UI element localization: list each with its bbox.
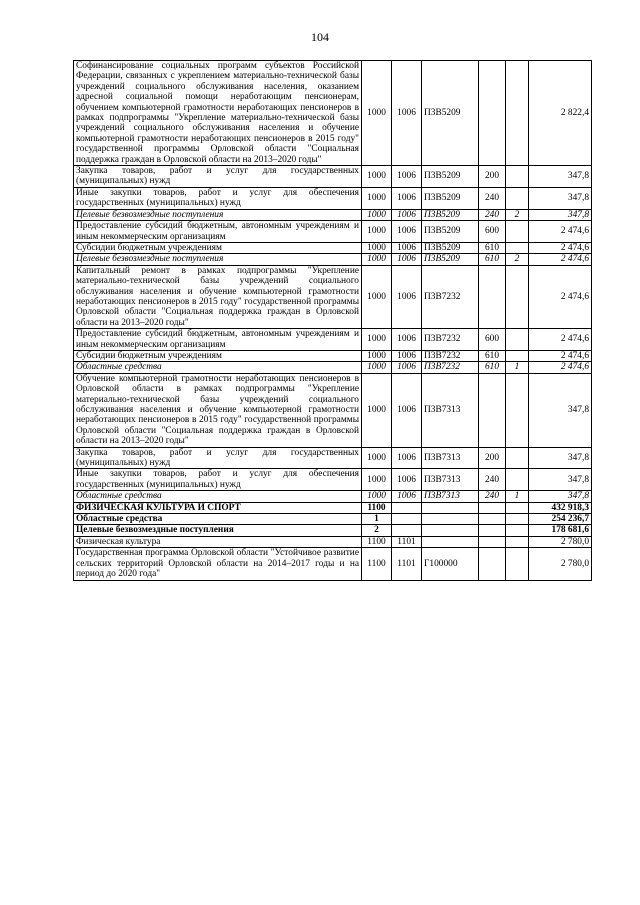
section-code-cell: 1000: [362, 373, 392, 447]
expense-type-code-cell: [479, 514, 506, 525]
item-name-cell: Областные средства: [74, 491, 362, 502]
funding-source-code-cell: [506, 514, 529, 525]
amount-cell: 2 822,4: [529, 61, 592, 166]
target-article-code-cell: П3В5209: [422, 61, 479, 166]
subsection-code-cell: 1101: [392, 536, 422, 547]
target-article-code-cell: П3В7232: [422, 350, 479, 361]
funding-source-code-cell: [506, 502, 529, 513]
amount-cell: 2 474,6: [529, 254, 592, 265]
amount-cell: 347,8: [529, 209, 592, 220]
subsection-code-cell: 1006: [392, 447, 422, 469]
expense-type-code-cell: 200: [479, 166, 506, 188]
expense-type-code-cell: 610: [479, 350, 506, 361]
target-article-code-cell: П3В7313: [422, 447, 479, 469]
section-code-cell: 1000: [362, 329, 392, 351]
section-code-cell: 1100: [362, 502, 392, 513]
section-code-cell: 1000: [362, 254, 392, 265]
item-name-cell: Целевые безвозмездные поступления: [74, 209, 362, 220]
subsection-code-cell: 1006: [392, 61, 422, 166]
amount-cell: 2 780,0: [529, 536, 592, 547]
section-code-cell: 1000: [362, 350, 392, 361]
subsection-code-cell: [392, 525, 422, 536]
item-name-cell: Целевые безвозмездные поступления: [74, 254, 362, 265]
target-article-code-cell: П3В7313: [422, 469, 479, 491]
target-article-code-cell: [422, 514, 479, 525]
expense-type-code-cell: [479, 536, 506, 547]
funding-source-code-cell: [506, 265, 529, 328]
section-code-cell: 1: [362, 514, 392, 525]
table-row: [74, 362, 592, 373]
item-name-cell: Предоставление субсидий бюджетным, автономным учреждениям и иным некоммерческим организациям: [74, 329, 362, 351]
target-article-code-cell: П3В7232: [422, 265, 479, 328]
section-code-cell: 1000: [362, 221, 392, 243]
subsection-code-cell: [392, 514, 422, 525]
budget-table: [73, 60, 592, 581]
target-article-code-cell: П3В7232: [422, 362, 479, 373]
expense-type-code-cell: [479, 525, 506, 536]
amount-cell: 347,8: [529, 491, 592, 502]
table-row: [74, 502, 592, 513]
section-code-cell: 1000: [362, 491, 392, 502]
expense-type-code-cell: 240: [479, 469, 506, 491]
table-row: [74, 350, 592, 361]
table-row: [74, 514, 592, 525]
expense-type-code-cell: 600: [479, 221, 506, 243]
target-article-code-cell: П3В7313: [422, 373, 479, 447]
item-name-cell: Софинансирование социальных программ субъектов Российской Федерации, связанных с укреплением материально-технической базы учреждений социального обслуживания населения, оказанием адресной социальной помощи неработающим пенсионерам, обучением компьютерной грамотности неработающих пенсионеров в рамках подпрограммы "Укрепление материально-технической базы учреждений социального обслуживания населения и обучение компьютерной грамотности неработающих пенсионеров в 2015 году" государственной программы Орловской области "Социальная поддержка граждан в Орловской области на 2013–2020 годы": [74, 61, 362, 166]
table-row: [74, 447, 592, 469]
expense-type-code-cell: 240: [479, 187, 506, 209]
subsection-code-cell: 1101: [392, 548, 422, 580]
funding-source-code-cell: [506, 525, 529, 536]
table-row: [74, 329, 592, 351]
item-name-cell: Субсидии бюджетным учреждениям: [74, 242, 362, 253]
table-row: [74, 548, 592, 580]
funding-source-code-cell: [506, 166, 529, 188]
section-code-cell: 1000: [362, 447, 392, 469]
funding-source-code-cell: [506, 469, 529, 491]
target-article-code-cell: П3В5209: [422, 242, 479, 253]
section-code-cell: 1000: [362, 242, 392, 253]
table-row: [74, 61, 592, 166]
funding-source-code-cell: [506, 221, 529, 243]
section-code-cell: 1000: [362, 362, 392, 373]
target-article-code-cell: [422, 502, 479, 513]
expense-type-code-cell: [479, 502, 506, 513]
funding-source-code-cell: 1: [506, 362, 529, 373]
table-row: [74, 221, 592, 243]
expense-type-code-cell: 600: [479, 329, 506, 351]
section-code-cell: 1100: [362, 536, 392, 547]
amount-cell: 2 474,6: [529, 265, 592, 328]
subsection-code-cell: 1006: [392, 329, 422, 351]
item-name-cell: Субсидии бюджетным учреждениям: [74, 350, 362, 361]
funding-source-code-cell: [506, 329, 529, 351]
subsection-code-cell: 1006: [392, 166, 422, 188]
amount-cell: 347,8: [529, 187, 592, 209]
table-row: [74, 536, 592, 547]
section-code-cell: 1000: [362, 265, 392, 328]
expense-type-code-cell: [479, 61, 506, 166]
item-name-cell: Физическая культура: [74, 536, 362, 547]
table-row: [74, 209, 592, 220]
expense-type-code-cell: [479, 373, 506, 447]
budget-table-body: [74, 61, 592, 581]
amount-cell: 254 236,7: [529, 514, 592, 525]
subsection-code-cell: 1006: [392, 265, 422, 328]
table-row: [74, 491, 592, 502]
target-article-code-cell: П3В5209: [422, 166, 479, 188]
subsection-code-cell: 1006: [392, 373, 422, 447]
amount-cell: 2 474,6: [529, 329, 592, 351]
table-row: [74, 187, 592, 209]
target-article-code-cell: П3В5209: [422, 209, 479, 220]
expense-type-code-cell: 240: [479, 209, 506, 220]
item-name-cell: Обучение компьютерной грамотности неработающих пенсионеров в Орловской области в рамках подпрограммы "Укрепление материально-технической базы учреждений социального обслуживания населения и обучение компьютерной грамотности неработающих пенсионеров в 2015 году" государственной программы Орловской области "Социальная поддержка граждан в Орловской области на 2013–2020 годы": [74, 373, 362, 447]
item-name-cell: Закупка товаров, работ и услуг для государственных (муниципальных) нужд: [74, 166, 362, 188]
amount-cell: 347,8: [529, 373, 592, 447]
section-code-cell: 1000: [362, 61, 392, 166]
table-row: [74, 265, 592, 328]
target-article-code-cell: Г100000: [422, 548, 479, 580]
section-code-cell: 1100: [362, 548, 392, 580]
subsection-code-cell: 1006: [392, 221, 422, 243]
funding-source-code-cell: [506, 61, 529, 166]
table-row: [74, 166, 592, 188]
amount-cell: 2 474,6: [529, 362, 592, 373]
target-article-code-cell: П3В7313: [422, 491, 479, 502]
subsection-code-cell: 1006: [392, 242, 422, 253]
expense-type-code-cell: 610: [479, 362, 506, 373]
funding-source-code-cell: [506, 536, 529, 547]
section-code-cell: 1000: [362, 469, 392, 491]
expense-type-code-cell: [479, 265, 506, 328]
funding-source-code-cell: [506, 242, 529, 253]
subsection-code-cell: 1006: [392, 469, 422, 491]
amount-cell: 432 918,3: [529, 502, 592, 513]
target-article-code-cell: П3В7232: [422, 329, 479, 351]
item-name-cell: Иные закупки товаров, работ и услуг для обеспечения государственных (муниципальных) нужд: [74, 187, 362, 209]
funding-source-code-cell: [506, 350, 529, 361]
item-name-cell: Иные закупки товаров, работ и услуг для обеспечения государственных (муниципальных) нужд: [74, 469, 362, 491]
subsection-code-cell: 1006: [392, 187, 422, 209]
amount-cell: 178 681,6: [529, 525, 592, 536]
section-code-cell: 1000: [362, 209, 392, 220]
amount-cell: 2 474,6: [529, 350, 592, 361]
expense-type-code-cell: [479, 548, 506, 580]
page-number: 104: [311, 30, 329, 44]
funding-source-code-cell: [506, 373, 529, 447]
table-row: [74, 469, 592, 491]
table-row: [74, 525, 592, 536]
item-name-cell: Областные средства: [74, 362, 362, 373]
funding-source-code-cell: [506, 447, 529, 469]
target-article-code-cell: [422, 536, 479, 547]
amount-cell: 2 780,0: [529, 548, 592, 580]
funding-source-code-cell: 1: [506, 491, 529, 502]
section-code-cell: 1000: [362, 166, 392, 188]
expense-type-code-cell: 610: [479, 242, 506, 253]
subsection-code-cell: 1006: [392, 491, 422, 502]
item-name-cell: Капитальный ремонт в рамках подпрограммы "Укрепление материально-технической базы учреждений социального обслуживания населения и обучение компьютерной грамотности неработающих пенсионеров в 2015 году" государственной программы Орловской области "Социальная поддержка граждан в Орловской области на 2013–2020 годы": [74, 265, 362, 328]
item-name-cell: Государственная программа Орловской области "Устойчивое развитие сельских территорий Орловской области на 2014–2017 годы и на период до 2020 года": [74, 548, 362, 580]
amount-cell: 2 474,6: [529, 221, 592, 243]
table-row: [74, 373, 592, 447]
expense-type-code-cell: 240: [479, 491, 506, 502]
funding-source-code-cell: [506, 548, 529, 580]
table-row: [74, 254, 592, 265]
amount-cell: 347,8: [529, 166, 592, 188]
target-article-code-cell: [422, 525, 479, 536]
expense-type-code-cell: 200: [479, 447, 506, 469]
item-name-cell: Целевые безвозмездные поступления: [74, 525, 362, 536]
subsection-code-cell: 1006: [392, 350, 422, 361]
funding-source-code-cell: 2: [506, 254, 529, 265]
amount-cell: 347,8: [529, 469, 592, 491]
item-name-cell: ФИЗИЧЕСКАЯ КУЛЬТУРА И СПОРТ: [74, 502, 362, 513]
funding-source-code-cell: 2: [506, 209, 529, 220]
section-code-cell: 1000: [362, 187, 392, 209]
target-article-code-cell: П3В5209: [422, 187, 479, 209]
table-row: [74, 242, 592, 253]
subsection-code-cell: 1006: [392, 254, 422, 265]
amount-cell: 2 474,6: [529, 242, 592, 253]
funding-source-code-cell: [506, 187, 529, 209]
section-code-cell: 2: [362, 525, 392, 536]
item-name-cell: Предоставление субсидий бюджетным, автономным учреждениям и иным некоммерческим организациям: [74, 221, 362, 243]
item-name-cell: Областные средства: [74, 514, 362, 525]
subsection-code-cell: 1006: [392, 209, 422, 220]
target-article-code-cell: П3В5209: [422, 221, 479, 243]
expense-type-code-cell: 610: [479, 254, 506, 265]
subsection-code-cell: 1006: [392, 362, 422, 373]
item-name-cell: Закупка товаров, работ и услуг для государственных (муниципальных) нужд: [74, 447, 362, 469]
amount-cell: 347,8: [529, 447, 592, 469]
target-article-code-cell: П3В5209: [422, 254, 479, 265]
subsection-code-cell: [392, 502, 422, 513]
